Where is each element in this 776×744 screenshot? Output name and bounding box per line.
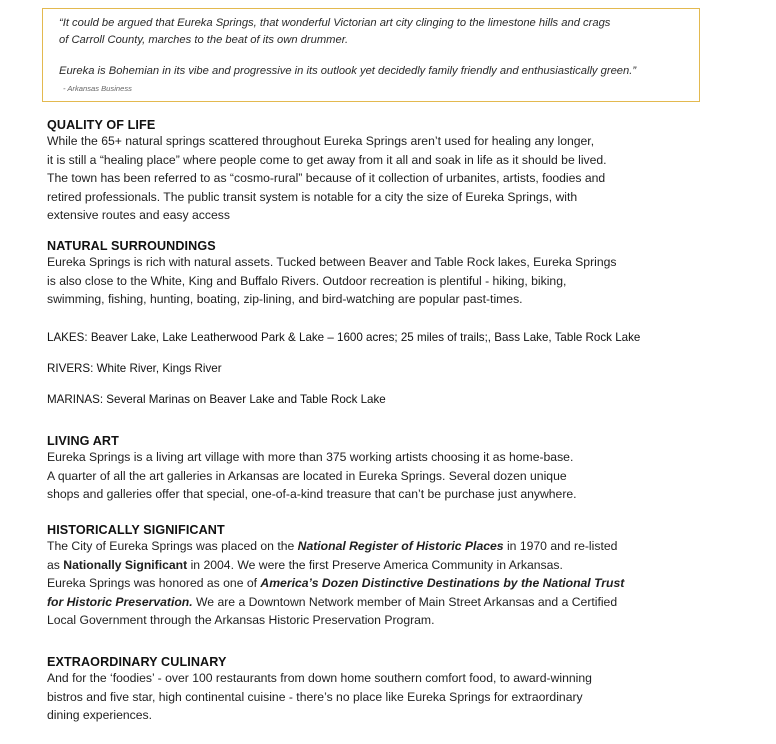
paragraph-line: is also close to the White, King and Buffalo Rivers. Outdoor recreation is plentiful - hiking, biking, [47,273,567,288]
section-heading: EXTRAORDINARY CULINARY [47,655,227,669]
rivers-list: RIVERS: White River, Kings River [47,362,222,375]
national-register-emphasis: National Register of Historic Places [297,539,504,553]
paragraph-line: bistros and five star, high continental cuisine - there’s no place like Eureka Springs for extraordinary [47,689,583,704]
paragraph-line: Eureka Springs is rich with natural assets. Tucked between Beaver and Table Rock lakes, Eureka Springs [47,255,617,269]
paragraph-line: extensive routes and easy access [47,208,230,223]
paragraph-line [47,556,747,575]
marinas-list: MARINAS: Several Marinas on Beaver Lake and Table Rock Lake [47,393,386,406]
nationally-significant-emphasis: Nationally Significant [63,557,188,572]
quote-box [42,8,700,102]
paragraph-line [47,574,747,593]
lakes-list: LAKES: Beaver Lake, Lake Leatherwood Park & Lake – 1600 acres; 25 miles of trails;, Bass Lake, Table Rock Lake [47,331,641,344]
quote-line: “It could be argued that Eureka Springs, that wonderful Victorian art city clinging to the limestone hills and crags [59,17,611,29]
paragraph-line [47,593,747,612]
section-historically-significant [47,523,747,630]
paragraph-line: And for the ‘foodies’ - over 100 restaurants from down home southern comfort food, to award-winning [47,671,592,685]
paragraph-line: shops and galleries offer that special, one-of-a-kind treasure that can’t be purchase just anywhere. [47,487,577,502]
paragraph-line: Eureka Springs is a living art village with more than 375 working artists choosing it as home-base. [47,450,574,464]
paragraph-line: swimming, fishing, hunting, boating, zip-lining, and bird-watching are popular past-times. [47,292,523,307]
section-living-art [47,434,747,504]
paragraph-line: The town has been referred to as “cosmo-rural” because of it collection of urbanites, artists, foodies and [47,171,606,186]
section-heading: LIVING ART [47,434,119,448]
section-natural-surroundings [47,239,747,309]
section-heading: NATURAL SURROUNDINGS [47,239,216,253]
distinctive-destinations-emphasis: America’s Dozen Distinctive Destinations by the National Trust [260,576,625,591]
text-run: in 1970 and re-listed [503,539,618,553]
text-run: in 2004. We were the first Preserve America Community in Arkansas. [187,557,563,572]
section-heading: QUALITY OF LIFE [47,118,156,132]
section-quality-of-life [47,118,747,225]
section-extraordinary-culinary [47,655,747,725]
paragraph-line: Local Government through the Arkansas Historic Preservation Program. [47,613,435,628]
paragraph-line: it is still a “healing place” where people come to get away from it all and soak in life as it should be lived. [47,152,607,167]
text-run: Eureka Springs was honored as one of [47,576,261,591]
quote-line: of Carroll County, marches to the beat of its own drummer. [59,34,349,46]
paragraph-line: While the 65+ natural springs scattered throughout Eureka Springs aren’t used for healing any longer, [47,134,595,148]
paragraph-line: dining experiences. [47,708,153,723]
text-run: We are a Downtown Network member of Main Street Arkansas and a Certified [192,594,618,609]
section-heading: HISTORICALLY SIGNIFICANT [47,523,225,537]
paragraph-line [47,537,747,556]
historic-preservation-emphasis: for Historic Preservation. [47,594,193,609]
quote-line: Eureka is Bohemian in its vibe and progressive in its outlook yet decidedly family friendly and enthusiastically green.” [59,65,637,77]
paragraph-line: A quarter of all the art galleries in Arkansas are located in Eureka Springs. Several dozen unique [47,468,567,483]
text-run: as [47,557,64,572]
text-run: The City of Eureka Springs was placed on the [47,539,298,553]
paragraph-line: retired professionals. The public transit system is notable for a city the size of Eureka Springs, with [47,189,578,204]
quote-attribution: - Arkansas Business [63,84,132,93]
